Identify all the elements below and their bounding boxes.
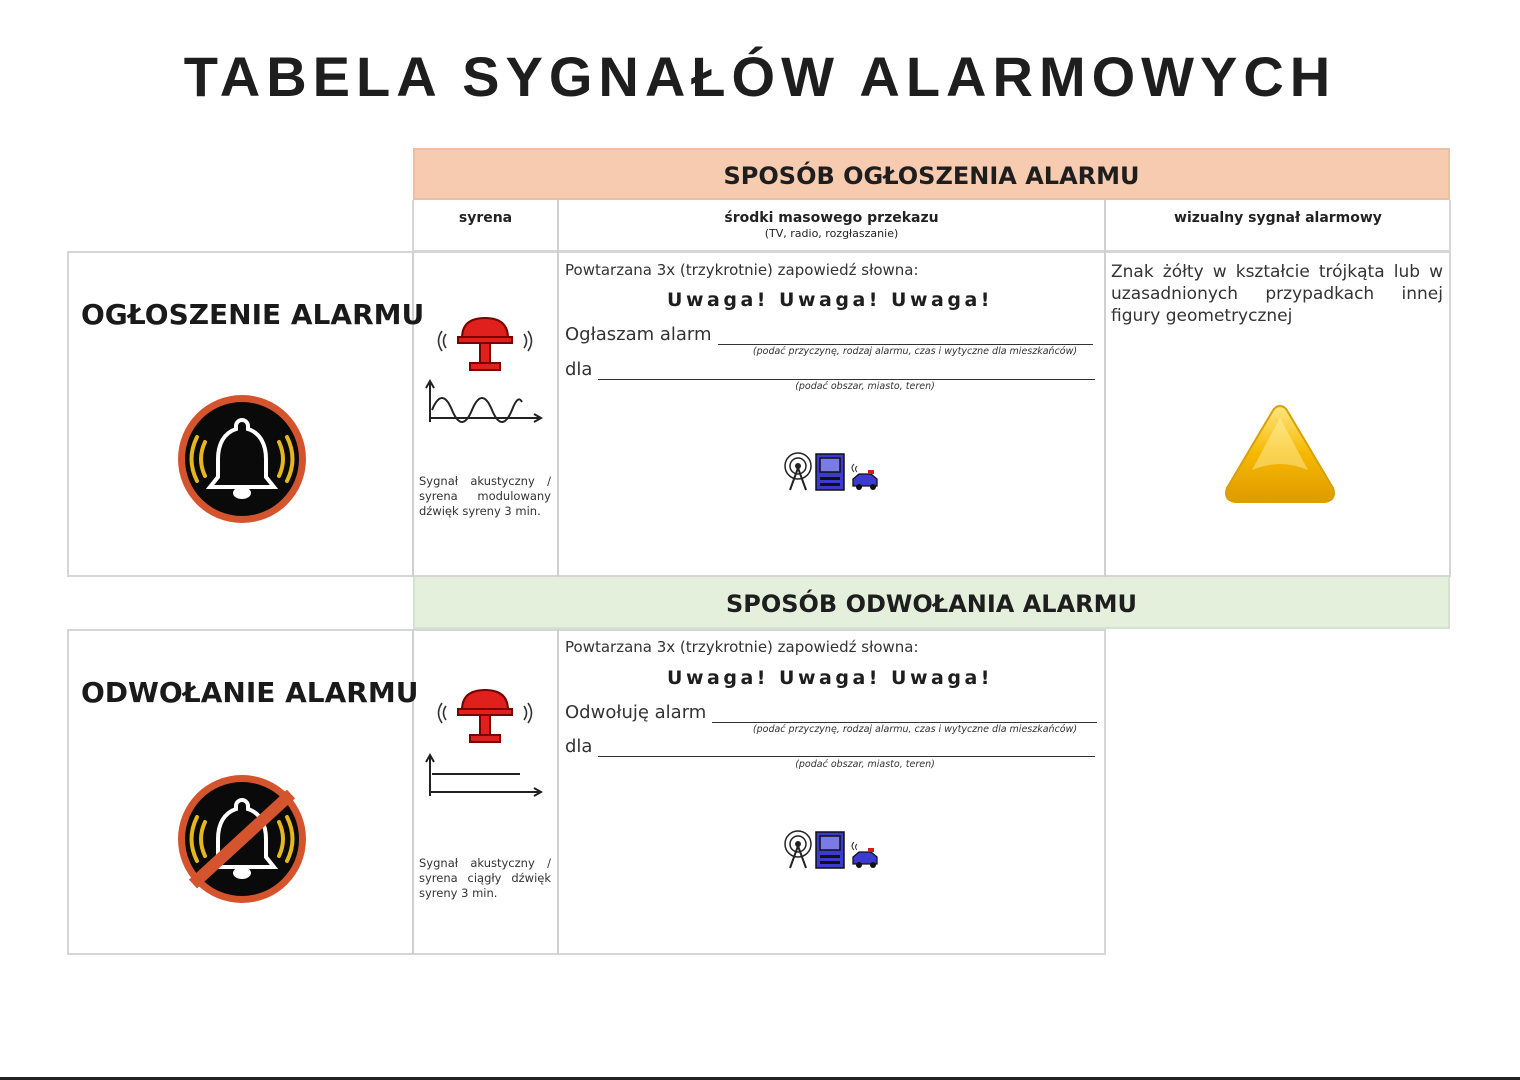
cancel-line1-label: Odwołuję alarm <box>565 702 707 723</box>
cancel-band-label: SPOSÓB ODWOŁANIA ALARMU <box>725 590 1138 618</box>
bell-icon <box>175 392 309 526</box>
announce-line1-label: Ogłaszam alarm <box>565 324 712 345</box>
announce-band <box>413 148 1450 200</box>
announce-label: OGŁOSZENIE ALARMU <box>81 298 425 331</box>
cancel-line2 <box>565 736 1095 757</box>
car-icon <box>851 466 881 492</box>
cancel-line2-hint: (podać obszar, miasto, teren) <box>795 759 935 770</box>
siren-icon-cancel <box>438 688 532 748</box>
page-title: TABELA SYGNAŁÓW ALARMOWYCH <box>183 45 1337 108</box>
antenna-icon <box>782 452 814 492</box>
computer-icon <box>815 453 845 491</box>
column-media-sub: (TV, radio, rozgłaszanie) <box>764 227 899 240</box>
announce-line1 <box>565 324 1093 345</box>
column-media <box>559 210 1104 240</box>
siren-icon <box>438 316 532 376</box>
warning-triangle-icon <box>1222 400 1338 508</box>
antenna-icon-cancel <box>782 830 814 870</box>
announce-line2-label: dla <box>565 359 593 380</box>
car-icon-cancel <box>851 844 881 870</box>
cancel-band <box>413 577 1450 629</box>
announce-line2 <box>565 359 1095 380</box>
cancel-siren-caption: Sygnał akustyczny / syrena ciągły dźwięk syreny 3 min. <box>419 856 551 900</box>
cancel-label: ODWOŁANIE ALARMU <box>81 676 419 709</box>
cancel-intro: Powtarzana 3x (trzykrotnie) zapowiedź słowna: <box>565 638 919 656</box>
announce-visual-text: Znak żółty w kształcie trójkąta lub w uzasadnionych przypadkach innej figury geometrycznej <box>1111 262 1443 326</box>
crossed-bell-icon <box>175 772 309 906</box>
column-media-label: środki masowego przekazu <box>724 210 939 226</box>
announce-line2-hint: (podać obszar, miasto, teren) <box>795 381 935 392</box>
column-siren: syrena <box>458 210 513 226</box>
cancel-line1-hint: (podać przyczynę, rodzaj alarmu, czas i wytyczne dla mieszkańców) <box>752 724 1078 735</box>
announce-line1-hint: (podać przyczynę, rodzaj alarmu, czas i wytyczne dla mieszkańców) <box>752 346 1078 357</box>
cancel-uwaga: Uwaga! Uwaga! Uwaga! <box>667 667 993 689</box>
announce-band-label: SPOSÓB OGŁOSZENIA ALARMU <box>723 162 1140 190</box>
cancel-line2-label: dla <box>565 736 593 757</box>
announce-uwaga: Uwaga! Uwaga! Uwaga! <box>667 289 993 311</box>
continuous-wave-icon <box>424 752 544 798</box>
announce-siren-caption: Sygnał akustyczny / syrena modulowany dźwięk syreny 3 min. <box>419 474 551 518</box>
computer-icon-cancel <box>815 831 845 869</box>
announce-intro: Powtarzana 3x (trzykrotnie) zapowiedź słowna: <box>565 261 919 279</box>
modulated-wave-icon <box>424 378 544 424</box>
cancel-line1 <box>565 702 1097 723</box>
column-visual: wizualny sygnał alarmowy <box>1174 210 1382 226</box>
